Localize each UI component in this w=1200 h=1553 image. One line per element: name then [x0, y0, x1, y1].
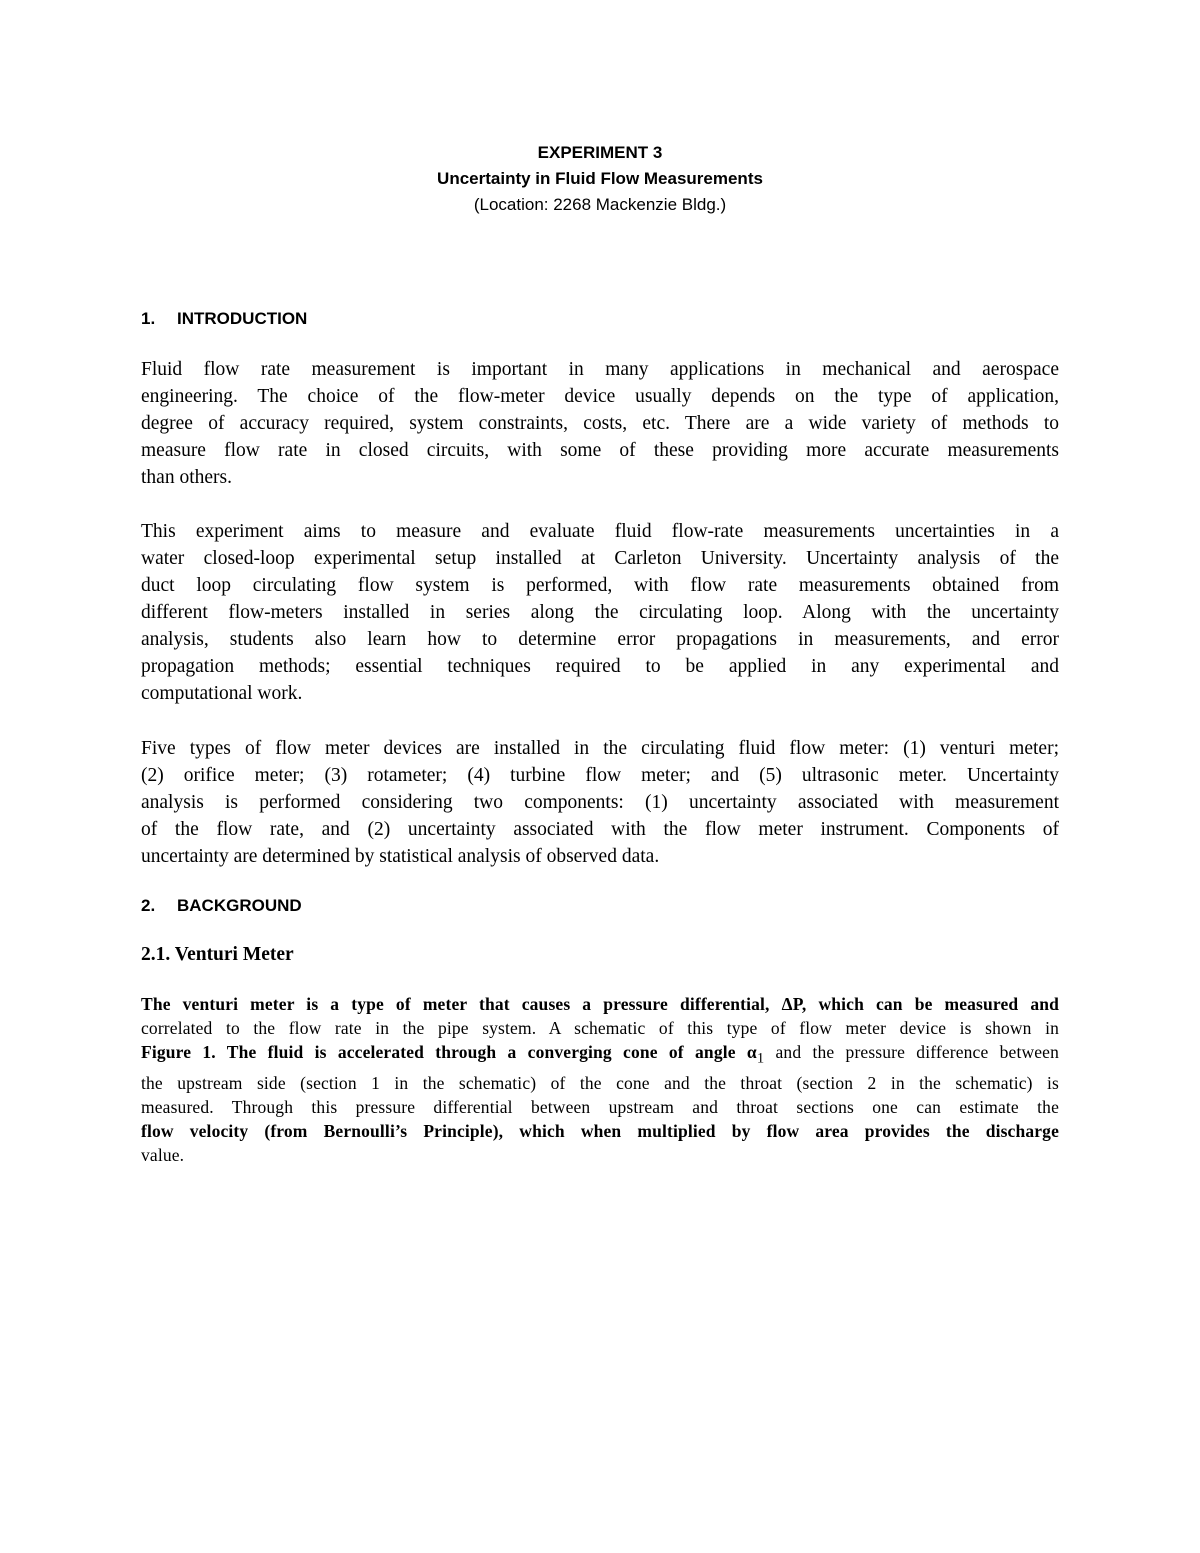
section-title: INTRODUCTION	[177, 309, 308, 328]
paragraph-line: Fluid flow rate measurement is important in many applications in mechanical and aerospace	[141, 359, 1059, 380]
paragraph-line: engineering. The choice of the flow-meter device usually depends on the type of application,	[141, 386, 1059, 407]
venturi-paragraph	[141, 992, 1059, 1167]
paragraph-line: duct loop circulating flow system is performed, with flow rate measurements obtained from	[141, 575, 1059, 596]
line-text: and the pressure difference between	[764, 1042, 1059, 1062]
subsection-heading-venturi: 2.1. Venturi Meter	[141, 944, 294, 965]
paragraph-line: measure flow rate in closed circuits, with some of these providing more accurate measurements	[141, 440, 1059, 461]
paragraph-line: computational work.	[141, 683, 303, 704]
section-number: 2.	[141, 896, 156, 915]
paragraph-line: Five types of flow meter devices are installed in the circulating fluid flow meter: (1) venturi meter;	[141, 738, 1059, 759]
paragraph-line: (2) orifice meter; (3) rotameter; (4) turbine flow meter; and (5) ultrasonic meter. Uncertainty	[141, 765, 1059, 786]
paragraph-line: The venturi meter is a type of meter that causes a pressure differential, ΔP, which can be measured and	[141, 994, 1059, 1014]
section-number: 1.	[141, 309, 156, 328]
paragraph-line: flow velocity (from Bernoulli’s Principle), which when multiplied by flow area provides the discharge	[141, 1120, 1059, 1141]
paragraph-line: of the flow rate, and (2) uncertainty associated with the flow meter instrument. Components of	[141, 819, 1059, 840]
figure-reference: Figure 1. The fluid is accelerated through a converging cone of angle α	[141, 1042, 757, 1062]
intro-paragraph-3	[141, 735, 1059, 870]
document-title: Uncertainty in Fluid Flow Measurements	[437, 169, 763, 188]
paragraph-line: than others.	[141, 467, 232, 488]
paragraph-line: analysis, students also learn how to determine error propagations in measurements, and error	[141, 629, 1059, 650]
intro-paragraph-1	[141, 356, 1059, 491]
paragraph-line: propagation methods; essential techniques required to be applied in any experimental and	[141, 656, 1059, 677]
subscript: 1	[756, 1050, 765, 1067]
location-note: (Location: 2268 Mackenzie Bldg.)	[473, 195, 727, 214]
paragraph-line: degree of accuracy required, system constraints, costs, etc. There are a wide variety of methods to	[141, 413, 1059, 434]
title-block	[0, 140, 1200, 218]
paragraph-line: value.	[141, 1144, 185, 1165]
paragraph-line: correlated to the flow rate in the pipe system. A schematic of this type of flow meter device is shown in	[141, 1018, 1059, 1038]
paragraph-line: water closed-loop experimental setup installed at Carleton University. Uncertainty analysis of the	[141, 548, 1059, 569]
paragraph-line: analysis is performed considering two components: (1) uncertainty associated with measurement	[141, 792, 1059, 813]
section-heading-introduction	[141, 306, 307, 332]
intro-paragraph-2	[141, 518, 1059, 707]
paragraph-line: different flow-meters installed in series along the circulating loop. Along with the uncertainty	[141, 602, 1059, 623]
paragraph-line: This experiment aims to measure and evaluate fluid flow-rate measurements uncertainties in a	[141, 521, 1059, 542]
paragraph-line: measured. Through this pressure differential between upstream and throat sections one can estimate the	[141, 1096, 1059, 1117]
paragraph-line: uncertainty are determined by statistical analysis of observed data.	[141, 846, 660, 867]
paragraph-line: the upstream side (section 1 in the schematic) of the cone and the throat (section 2 in the schematic) is	[141, 1072, 1059, 1093]
experiment-number: EXPERIMENT 3	[537, 143, 663, 162]
section-title: BACKGROUND	[177, 896, 302, 915]
paragraph-line	[141, 1040, 1059, 1071]
section-heading-background	[141, 893, 302, 919]
